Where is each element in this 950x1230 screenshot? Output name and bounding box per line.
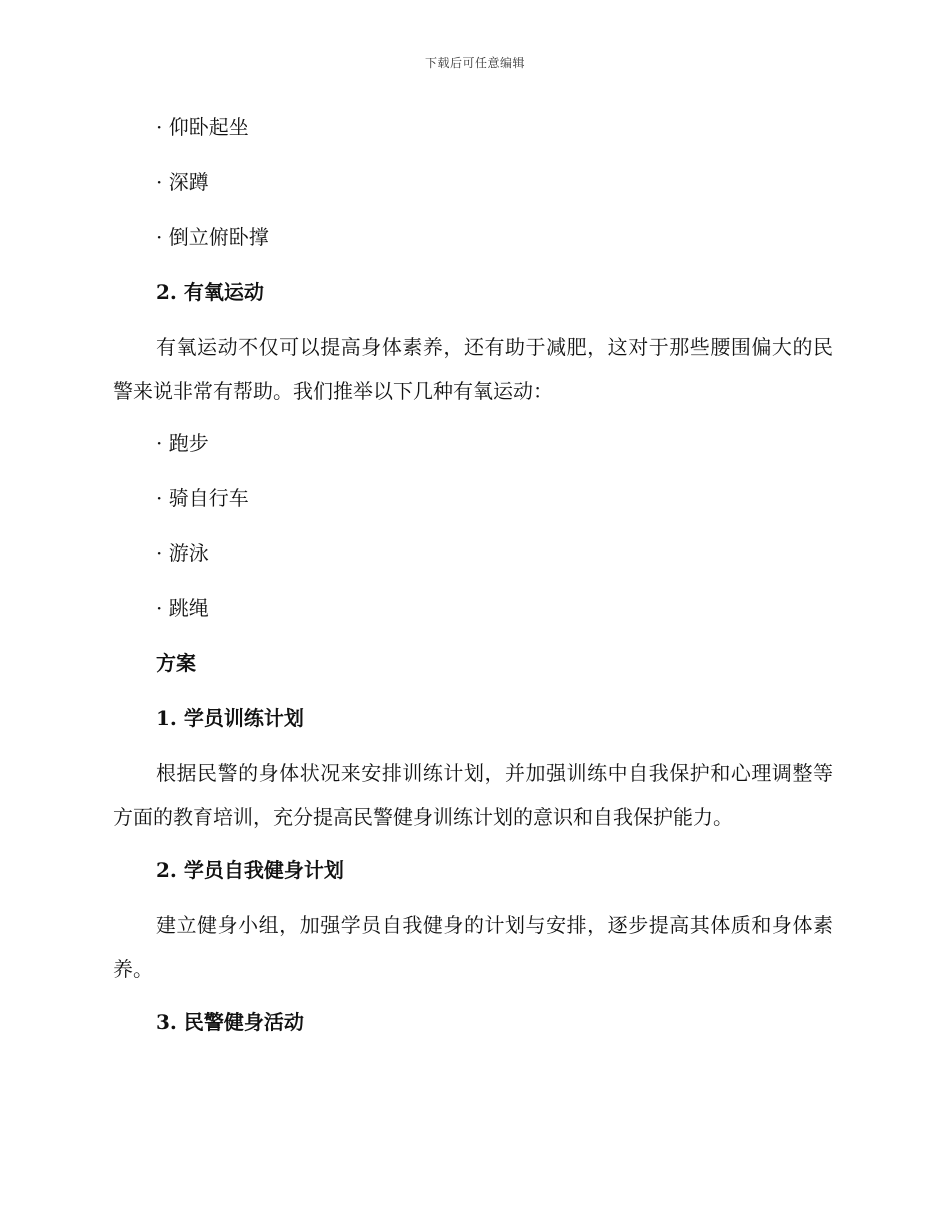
list-item: · 跳绳 <box>156 596 209 620</box>
page-header: 下载后可任意编辑 <box>424 56 525 70</box>
list-item: · 深蹲 <box>156 170 209 194</box>
section-heading-aerobic: 2. 有氧运动 <box>156 280 264 304</box>
paragraph-aerobic: 有氧运动不仅可以提高身体素养，还有助于减肥，这对于那些腰围偏大的民警来说非常有帮助。我们推举以下几种有氧运动： <box>113 335 833 403</box>
section-heading-plan: 方案 <box>156 651 196 675</box>
paragraph-training: 根据民警的身体状况来安排训练计划，并加强训练中自我保护和心理调整等方面的教育培训，充分提高民警健身训练计划的意识和自我保护能力。 <box>113 761 833 829</box>
list-item: · 倒立俯卧撑 <box>156 225 269 249</box>
section-heading-training: 1. 学员训练计划 <box>156 706 304 730</box>
list-item: · 骑自行车 <box>156 486 249 510</box>
list-item: · 游泳 <box>156 541 209 565</box>
section-heading-self: 2. 学员自我健身计划 <box>156 858 344 882</box>
paragraph-self: 建立健身小组，加强学员自我健身的计划与安排，逐步提高其体质和身体素养。 <box>113 913 833 981</box>
list-item: · 仰卧起坐 <box>156 115 249 139</box>
list-item: · 跑步 <box>156 431 209 455</box>
section-heading-activity: 3. 民警健身活动 <box>156 1010 304 1034</box>
